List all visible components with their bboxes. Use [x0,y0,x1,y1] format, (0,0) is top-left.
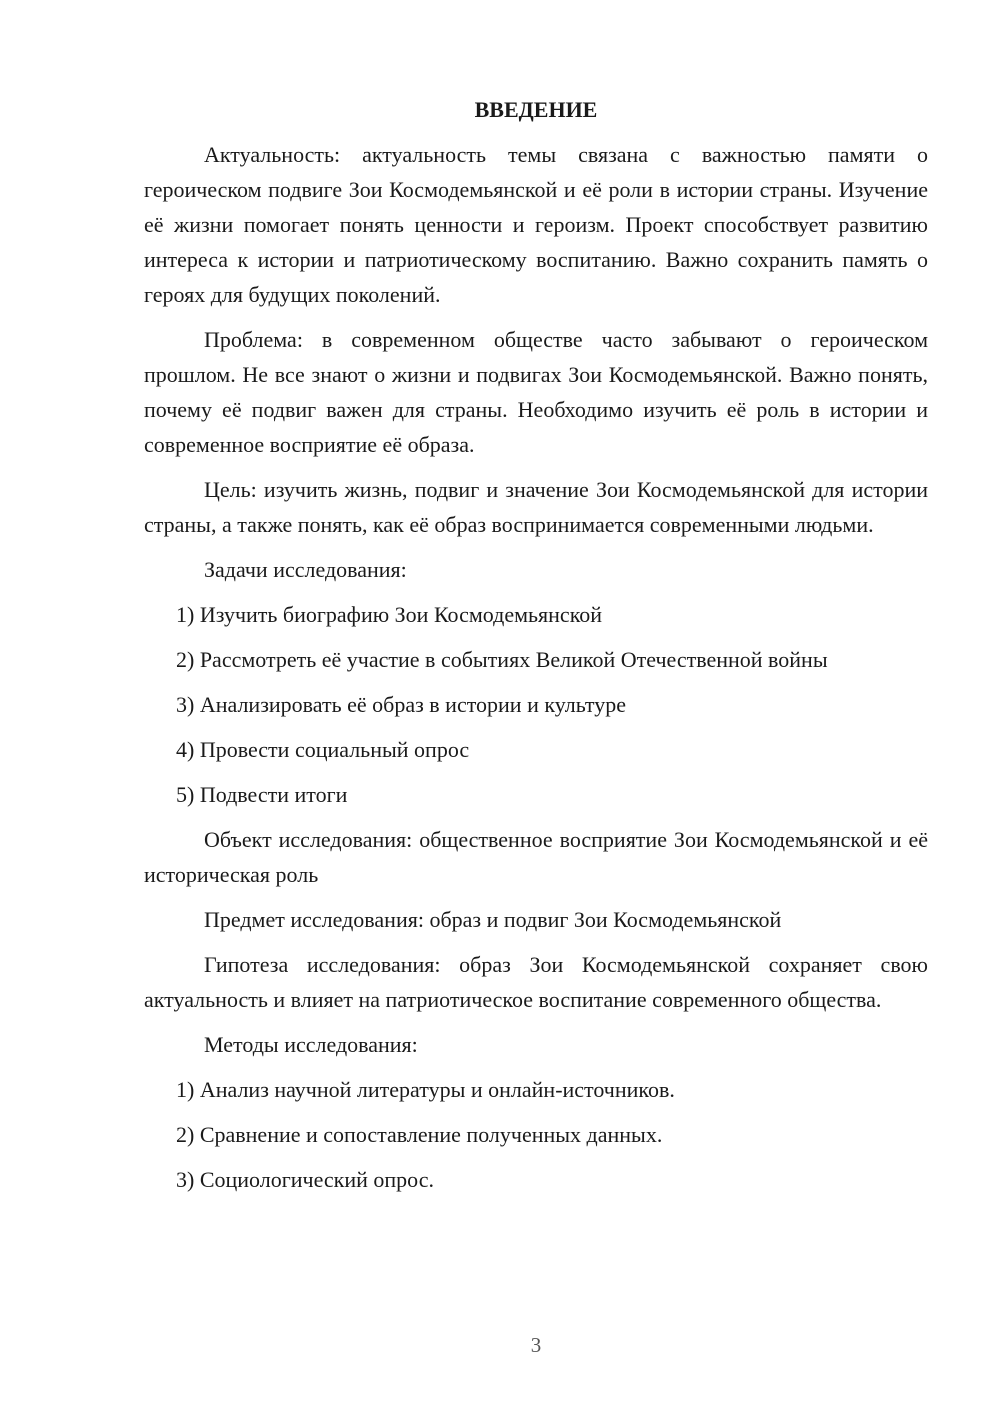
method-item: 1) Анализ научной литературы и онлайн-источников. [176,1077,675,1102]
task-item: 2) Рассмотреть её участие в событиях Великой Отечественной войны [176,647,828,672]
object-paragraph: Объект исследования: общественное восприятие Зои Космодемьянской и её историческая роль [144,827,928,887]
methods-heading: Методы исследования: [204,1032,418,1057]
method-item: 2) Сравнение и сопоставление полученных данных. [176,1122,663,1147]
method-item: 3) Социологический опрос. [176,1167,434,1192]
subject-paragraph: Предмет исследования: образ и подвиг Зои Космодемьянской [204,907,782,932]
problem-paragraph: Проблема: в современном обществе часто забывают о героическом прошлом. Не все знают о жизни и подвигах Зои Космодемьянской. Важно понять, почему её подвиг важен для страны. Необходимо изучить её роль в истории и современное восприятие её образа. [144,327,928,457]
task-item: 4) Провести социальный опрос [176,737,470,762]
document-page [144,95,928,1207]
hypothesis-paragraph: Гипотеза исследования: образ Зои Космодемьянской сохраняет свою актуальность и влияет на патриотическое воспитание современного общества. [144,952,928,1012]
tasks-heading: Задачи исследования: [204,557,407,582]
section-title: ВВЕДЕНИЕ [474,97,598,122]
page-number: 3 [530,1333,542,1357]
relevance-paragraph: Актуальность: актуальность темы связана с важностью памяти о героическом подвиге Зои Космодемьянской и её роли в истории страны. Изучение её жизни помогает понять ценности и героизм. Проект способствует развитию интереса к истории и патриотическому воспитанию. Важно сохранить память о героях для будущих поколений. [144,142,928,307]
task-item: 1) Изучить биографию Зои Космодемьянской [176,602,603,627]
task-item: 3) Анализировать её образ в истории и культуре [176,692,627,717]
task-item: 5) Подвести итоги [176,782,348,807]
goal-paragraph: Цель: изучить жизнь, подвиг и значение Зои Космодемьянской для истории страны, а также понять, как её образ воспринимается современными людьми. [144,477,928,537]
